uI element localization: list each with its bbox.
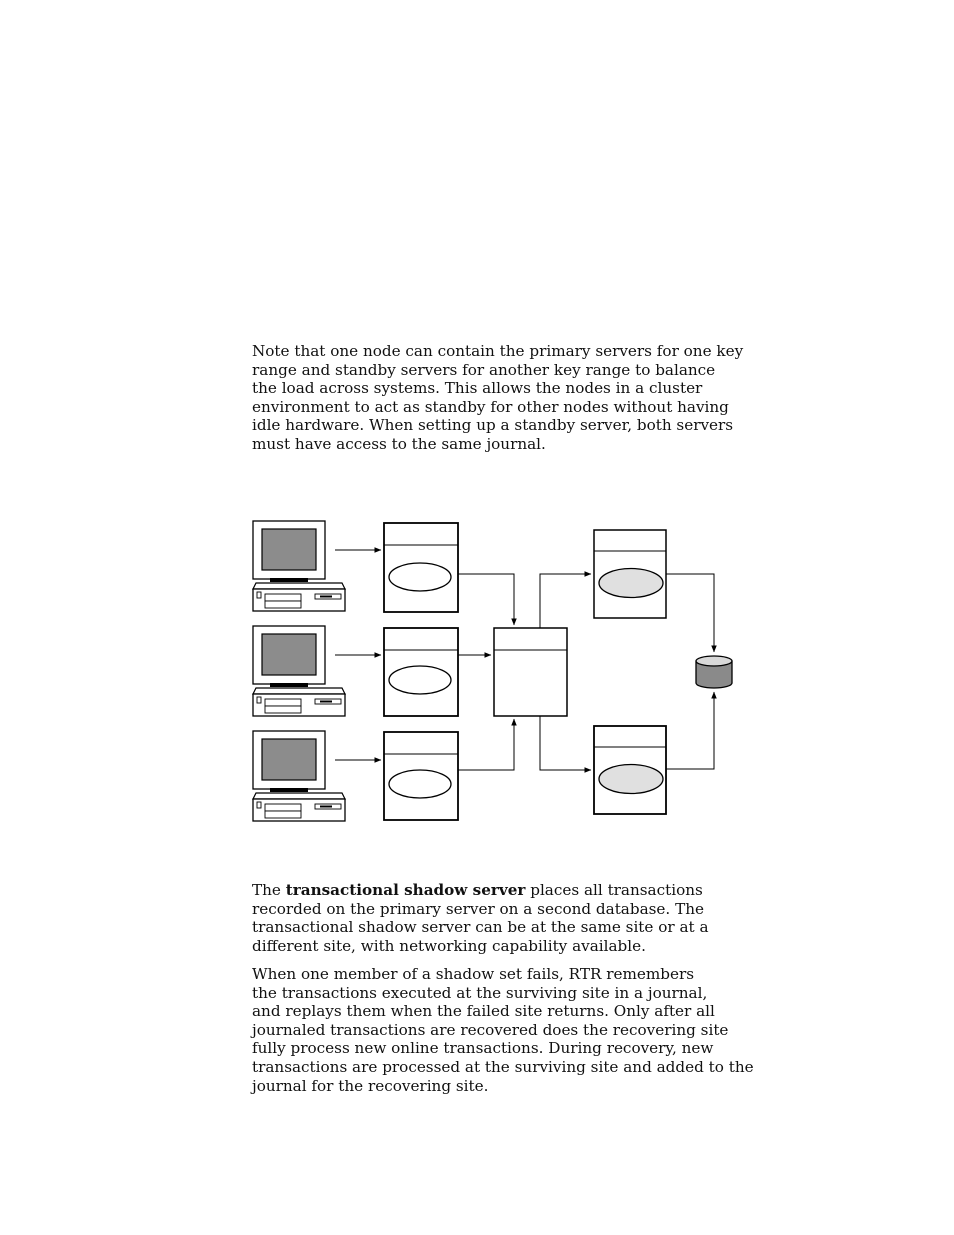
text-line: idle hardware. When setting up a standby server, both servers [252, 416, 734, 435]
text-line: When one member of a shadow set fails, RTR remembers [252, 965, 695, 983]
text-fragment: places all transactions [525, 881, 703, 899]
text-line: Note that one node can contain the primary servers for one key [252, 342, 744, 360]
text-line [252, 881, 732, 900]
recovery-paragraph [252, 965, 754, 1095]
text-line: must have access to the same journal. [252, 434, 546, 453]
shadow-server-paragraph [252, 881, 732, 955]
text-line: the load across systems. This allows the nodes in a cluster [252, 379, 703, 398]
text-line: fully process new online transactions. During recovery, new [252, 1039, 714, 1058]
database-icon [696, 656, 732, 688]
client-computer-2-icon [253, 626, 345, 716]
text-line: the transactions executed at the surviving site in a journal, [252, 983, 708, 1002]
text-line: journal for the recovering site. [252, 1076, 489, 1095]
text-line: environment to act as standby for other nodes without having [252, 397, 729, 416]
frontend-box-1 [384, 523, 458, 612]
text-line: range and standby servers for another key range to balance [252, 360, 716, 379]
text-line: transactional shadow server can be at the same site or at a [252, 918, 709, 937]
text-fragment: The [252, 881, 286, 899]
text-line: journaled transactions are recovered does the recovering site [252, 1020, 729, 1039]
backend-server-standby [594, 726, 666, 814]
client-computer-1-icon [253, 521, 345, 611]
term-transactional-shadow-server: transactional shadow server [285, 881, 526, 899]
text-line: and replays them when the failed site returns. Only after all [252, 1002, 715, 1021]
frontend-box-2 [384, 628, 458, 716]
backend-server-primary [594, 530, 666, 618]
client-computer-3-icon [253, 731, 345, 821]
text-line: transactions are processed at the surviving site and added to the [252, 1057, 754, 1076]
text-line: recorded on the primary server on a second database. The [252, 899, 704, 918]
frontend-box-3 [384, 732, 458, 820]
router-box [494, 628, 567, 716]
text-line: different site, with networking capability available. [252, 936, 646, 955]
